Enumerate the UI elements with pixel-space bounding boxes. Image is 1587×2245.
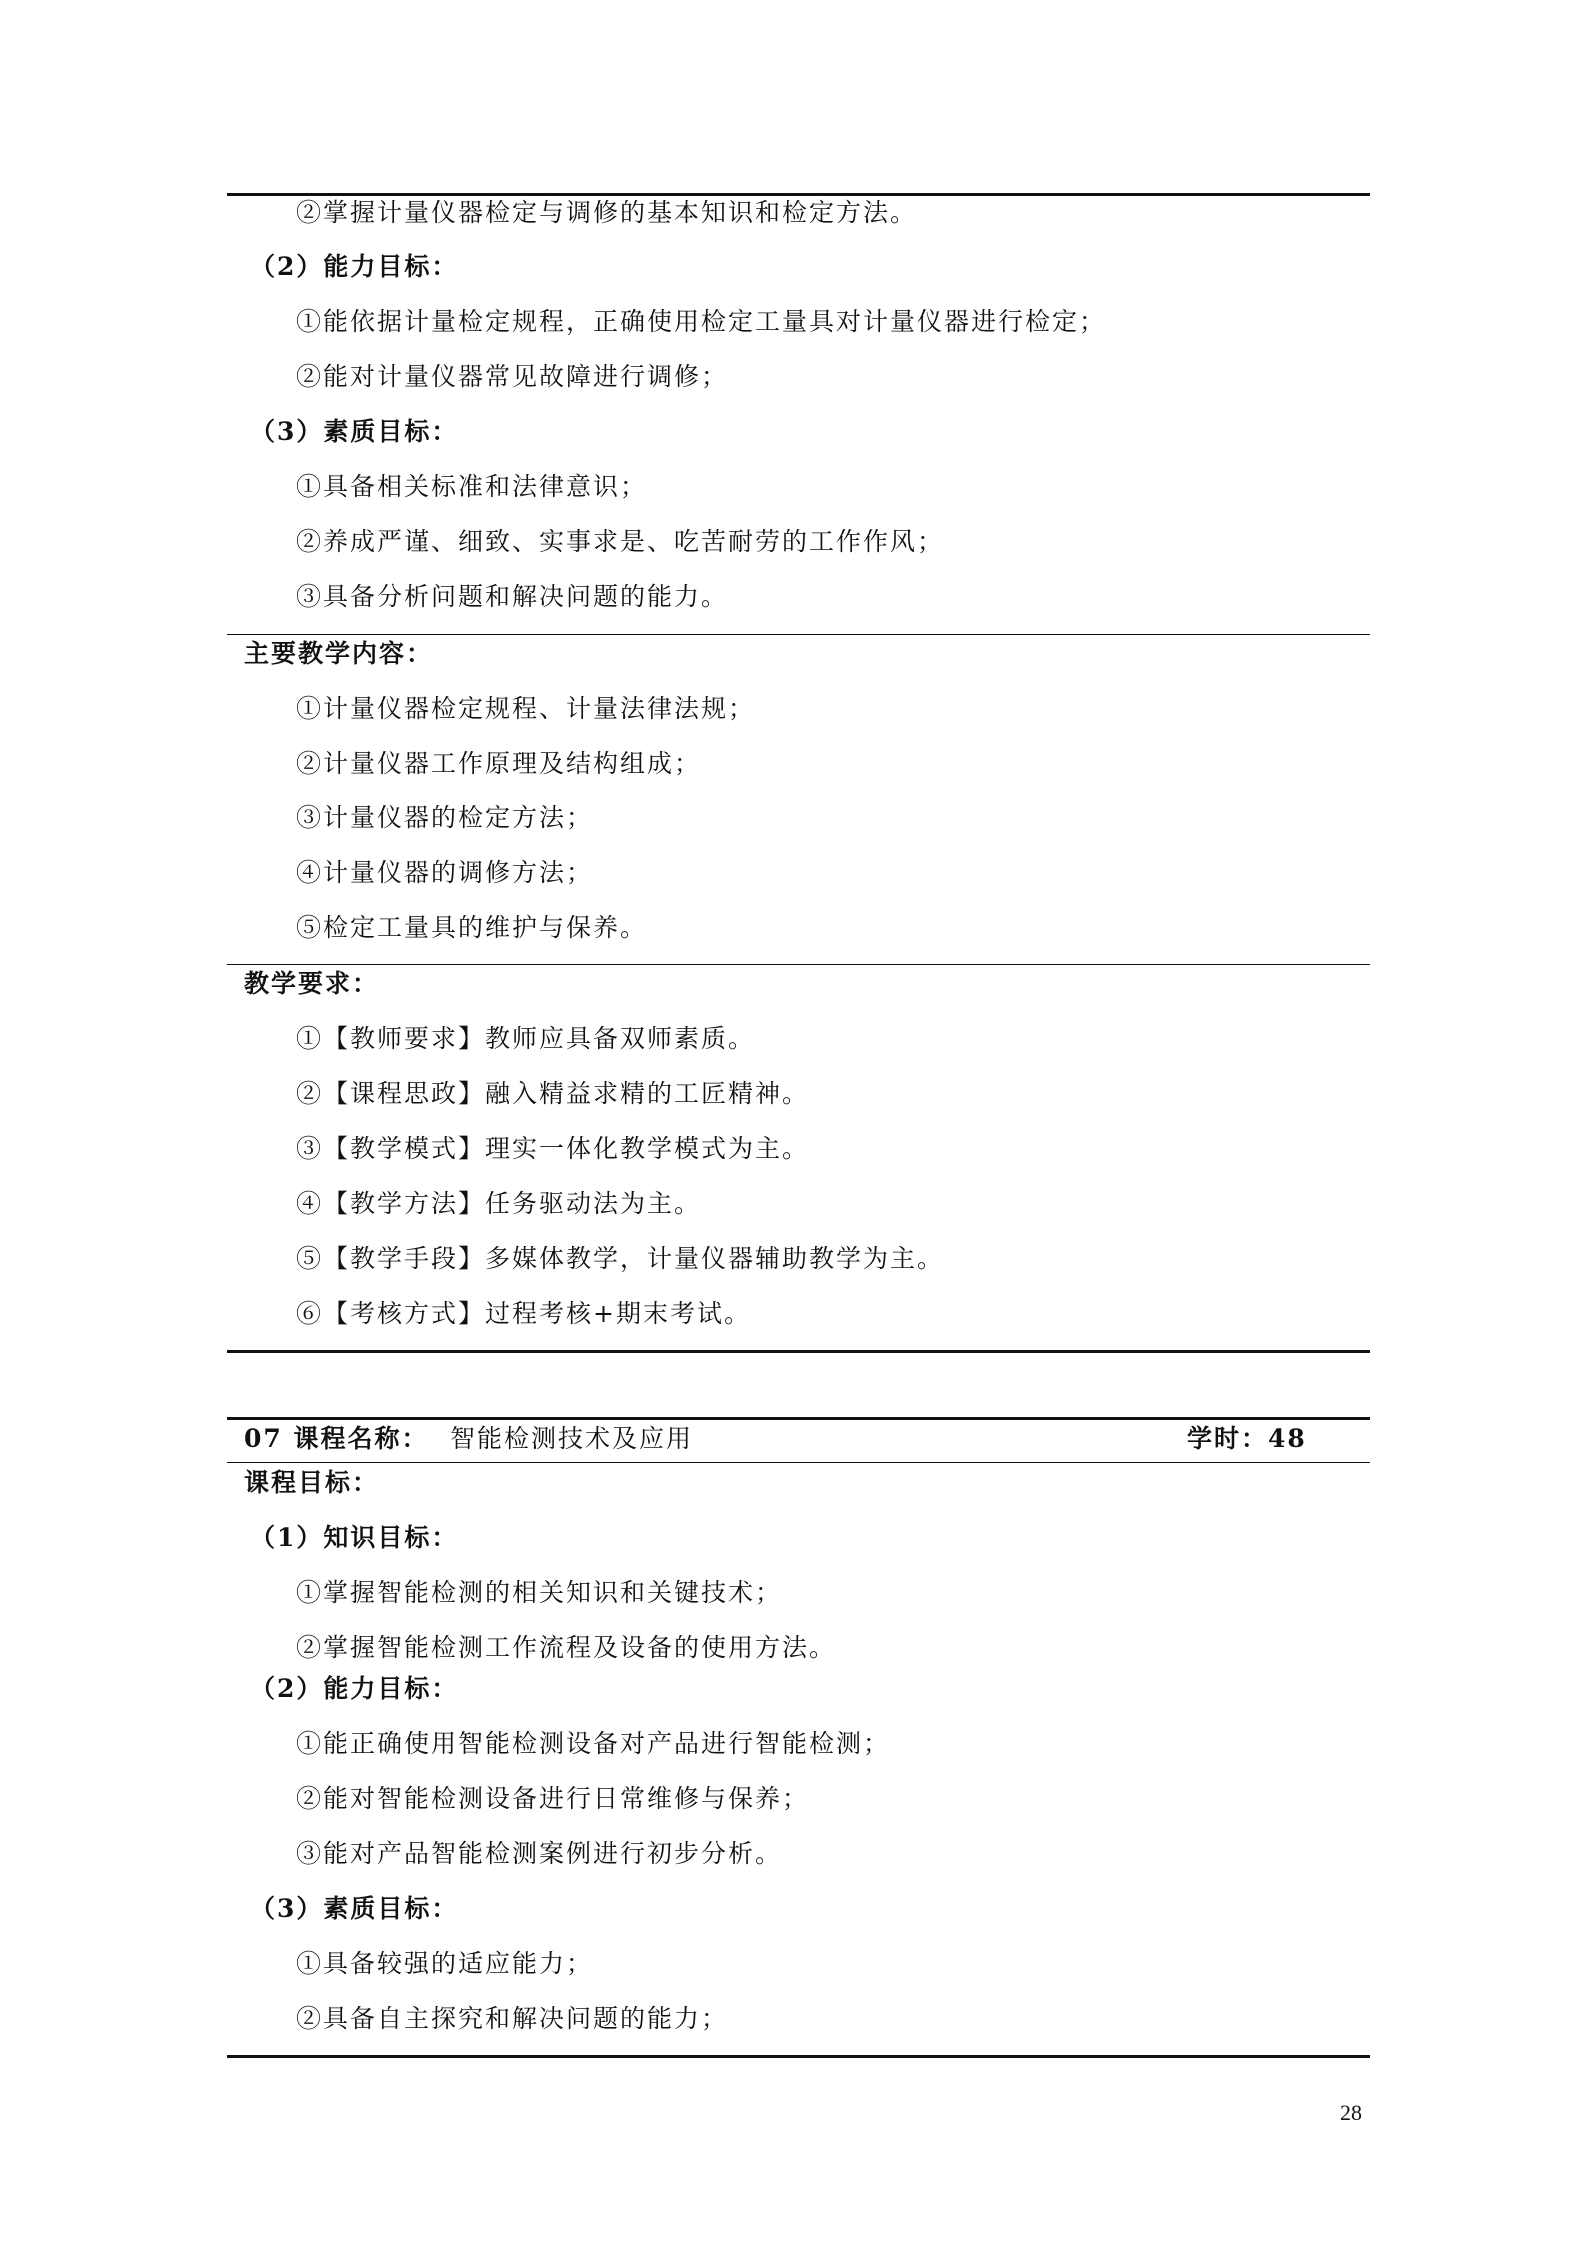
content-item: ④计量仪器的调修方法；: [296, 858, 594, 887]
quality-heading: （3）素质目标：: [250, 417, 459, 446]
quality-item: ①具备相关标准和法律意识；: [296, 472, 648, 501]
row-divider: [227, 964, 1370, 965]
table-top-border: [227, 1417, 1370, 1420]
requirement-item: ⑤【教学手段】多媒体教学，计量仪器辅助教学为主。: [296, 1244, 945, 1273]
requirement-item: ⑥【考核方式】过程考核+期末考试。: [296, 1299, 751, 1328]
content-item: ③计量仪器的检定方法；: [296, 803, 594, 832]
knowledge-item: ②掌握智能检测工作流程及设备的使用方法。: [296, 1633, 837, 1662]
ability-item: ③能对产品智能检测案例进行初步分析。: [296, 1839, 783, 1868]
knowledge-item: ①掌握智能检测的相关知识和关键技术；: [296, 1578, 783, 1607]
content-item: ⑤检定工量具的维护与保养。: [296, 913, 648, 942]
knowledge-item: ②掌握计量仪器检定与调修的基本知识和检定方法。: [296, 198, 918, 227]
quality-item: ①具备较强的适应能力；: [296, 1949, 594, 1978]
quality-item: ②养成严谨、细致、实事求是、吃苦耐劳的工作作风；: [296, 527, 945, 556]
requirements-heading: 教学要求：: [244, 969, 380, 998]
quality-item: ③具备分析问题和解决问题的能力。: [296, 582, 729, 611]
row-divider: [227, 1462, 1370, 1463]
ability-heading: （2）能力目标：: [250, 1674, 459, 1703]
goal-heading: 课程目标：: [244, 1468, 380, 1497]
requirement-item: ①【教师要求】教师应具备双师素质。: [296, 1024, 756, 1053]
requirement-item: ②【课程思政】融入精益求精的工匠精神。: [296, 1079, 810, 1108]
course-label: 07 课程名称：: [244, 1424, 429, 1453]
table-bottom-border: [227, 1350, 1370, 1353]
quality-item: ②具备自主探究和解决问题的能力；: [296, 2004, 729, 2033]
ability-item: ②能对智能检测设备进行日常维修与保养；: [296, 1784, 810, 1813]
page-number: 28: [1340, 2100, 1362, 2125]
content-item: ①计量仪器检定规程、计量法律法规；: [296, 694, 756, 723]
requirement-item: ③【教学模式】理实一体化教学模式为主。: [296, 1134, 810, 1163]
knowledge-heading: （1）知识目标：: [250, 1523, 459, 1552]
row-divider: [227, 634, 1370, 635]
requirement-item: ④【教学方法】任务驱动法为主。: [296, 1189, 702, 1218]
ability-item: ①能依据计量检定规程，正确使用检定工量具对计量仪器进行检定；: [296, 307, 1107, 336]
course-hours: 学时：48: [1187, 1424, 1307, 1453]
content-item: ②计量仪器工作原理及结构组成；: [296, 749, 702, 778]
course-name: 智能检测技术及应用: [450, 1424, 694, 1453]
content-heading: 主要教学内容：: [244, 639, 434, 668]
ability-item: ①能正确使用智能检测设备对产品进行智能检测；: [296, 1729, 891, 1758]
ability-item: ②能对计量仪器常见故障进行调修；: [296, 362, 729, 391]
quality-heading: （3）素质目标：: [250, 1894, 459, 1923]
table-bottom-border: [227, 2055, 1370, 2058]
ability-heading: （2）能力目标：: [250, 252, 459, 281]
